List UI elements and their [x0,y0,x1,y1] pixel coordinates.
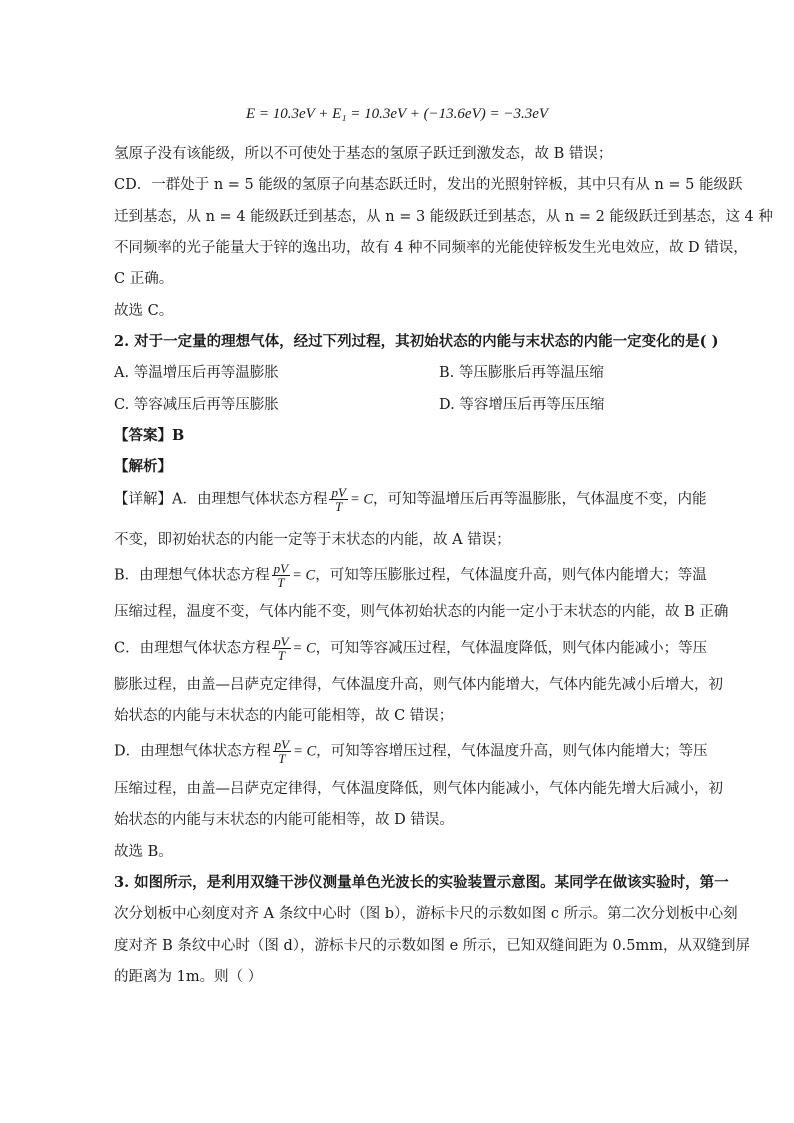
q2-detail-b-line2: 压缩过程，温度不变，气体内能不变，则气体初始状态的内能一定小于末状态的内能，故 B 正确 [114,604,729,620]
q2-detail-c-line1: C．由理想气体状态方程 $\frac{pV}{T}$ = C，可知等容减压过程，气体温度降低，则气体内能减小；等压 [114,634,708,663]
q1-text-line: 氢原子没有该能级，所以不可使处于基态的氢原子跃迁到激发态，故 B 错误； [114,146,613,162]
q3-stem-line1: 3. 如图所示，是利用双缝干涉仪测量单色光波长的实验装置示意图。某同学在做该实验时，第一 [114,874,729,891]
q2-option-c: C. 等容减压后再等压膨胀 [114,397,279,413]
ideal-gas-formula: $\frac{pV}{T}$ [274,634,289,663]
q2-detail-d-line1: D．由理想气体状态方程 $\frac{pV}{T}$ = C，可知等容增压过程，气体温度升高，则气体内能增大；等压 [114,737,708,766]
q1-text-line: 迁到基态，从 n = 4 能级跃迁到基态，从 n = 3 能级跃迁到基态，从 n = 2 能级跃迁到基态，这 4 种 [114,209,773,225]
q1-text-line: C 正确。 [114,271,174,287]
q2-detail-a-line2: 不变，即初始状态的内能一定等于末状态的内能，故 A 错误； [114,532,511,548]
q1-text-line: 不同频率的光子能量大于锌的逸出功，故有 4 种不同频率的光能使锌板发生光电效应，故 D 错误， [114,240,748,256]
q2-detail-b-line1: B．由理想气体状态方程 $\frac{pV}{T}$ = C，可知等压膨胀过程，气体温度升高，则气体内能增大；等温 [114,561,707,590]
q2-option-d: D. 等容增压后再等压压缩 [439,397,605,413]
q2-detail-d-line2: 压缩过程，由盖—吕萨克定律得，气体温度降低，则气体内能减小，气体内能先增大后减小，初 [114,781,723,797]
q2-option-a: A. 等温增压后再等温膨胀 [114,365,279,381]
q2-answer: 【答案】B [114,427,185,444]
ideal-gas-formula: $\frac{pV}{T}$ [274,737,290,766]
q3-stem-line4: 的距离为 1m。则（ ） [114,969,263,985]
q2-conclusion: 故选 B。 [114,844,173,860]
q2-detail-a-line1: 【详解】A．由理想气体状态方程 $\frac{pV}{T}$ = C，可知等温增压后再等温膨胀，气体温度不变，内能 [114,485,707,514]
q2-analysis-heading: 【解析】 [114,458,172,475]
q1-conclusion: 故选 C。 [114,303,174,319]
energy-equation: E = 10.3eV + E₁ = 10.3eV + (−13.6eV) = −3.3eV [245,106,549,122]
q2-detail-d-line3: 始状态的内能与末状态的内能可能相等，故 D 错误。 [114,812,454,828]
q3-stem-line2: 次分划板中心刻度对齐 A 条纹中心时（图 b），游标卡尺的示数如图 c 所示。第二次分划板中心刻 [114,906,738,922]
q2-detail-c-line2: 膨胀过程，由盖—吕萨克定律得，气体温度升高，则气体内能增大，气体内能先减小后增大，初 [114,677,723,693]
q2-option-b: B. 等压膨胀后再等温压缩 [439,365,604,381]
q2-stem: 2. 对于一定量的理想气体，经过下列过程，其初始状态的内能与末状态的内能一定变化的是( ) [114,333,719,350]
q2-detail-c-line3: 始状态的内能与末状态的内能可能相等，故 C 错误； [114,708,454,724]
q1-text-line: CD．一群处于 n = 5 能级的氢原子向基态跃迁时，发出的光照射锌板，其中只有从 n = 5 能级跃 [114,177,743,193]
ideal-gas-formula: $\frac{pV}{T}$ [273,561,289,590]
ideal-gas-formula: $\frac{pV}{T}$ [331,485,346,514]
q3-stem-line3: 度对齐 B 条纹中心时（图 d），游标卡尺的示数如图 e 所示，已知双缝间距为 0.5mm，从双缝到屏 [114,938,750,954]
